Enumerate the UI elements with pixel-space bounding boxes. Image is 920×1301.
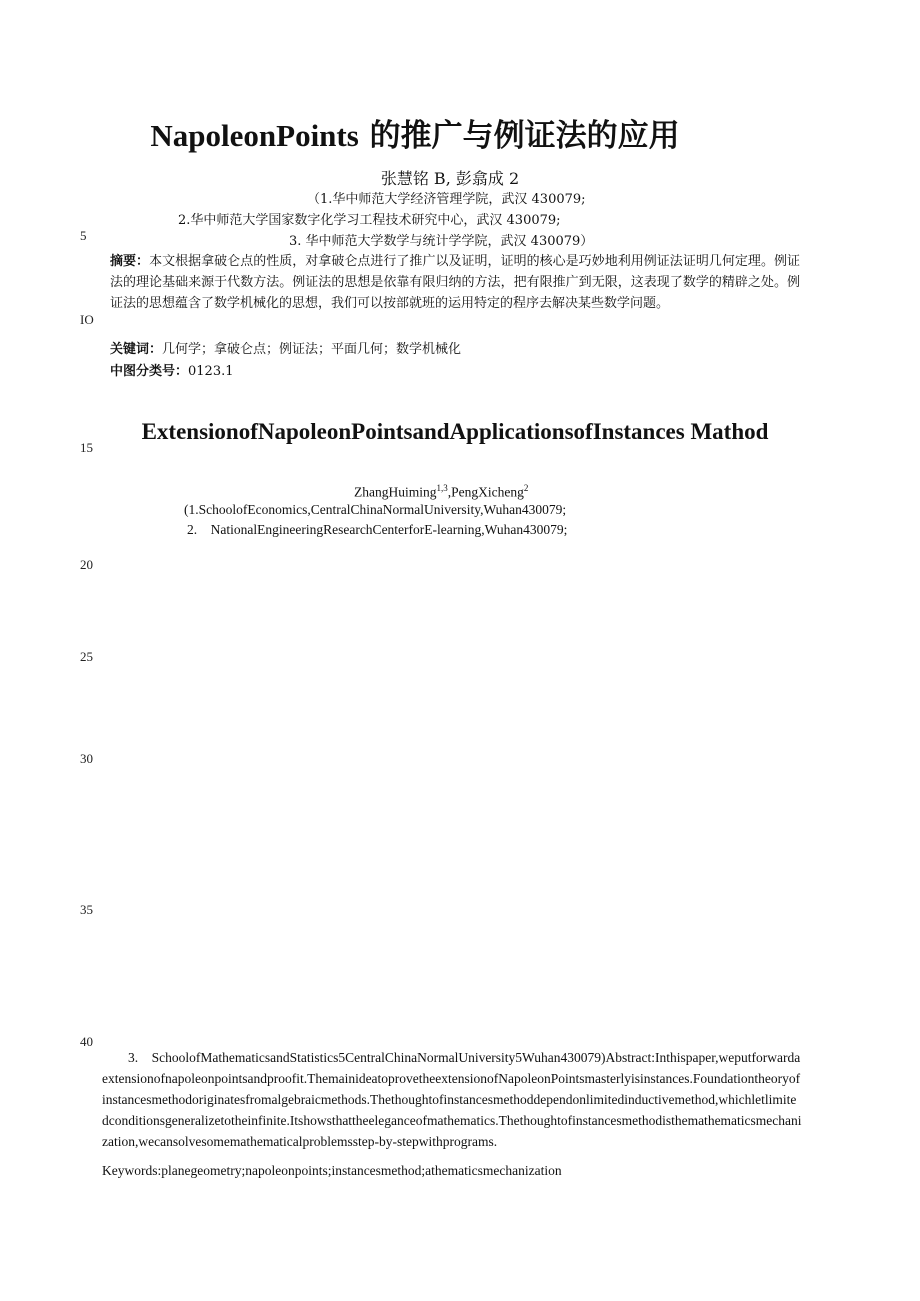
title-latin-part: NapoleonPoints	[150, 118, 359, 153]
clc-label: 中图分类号：	[110, 364, 189, 379]
line-number: 30	[80, 751, 93, 766]
author-en-2-sup: 2	[523, 483, 529, 493]
author-en-2: ,PengXicheng	[447, 484, 524, 500]
affiliation-cn-1: （1.华中师范大学经济管理学院，武汉 430079;	[307, 192, 586, 207]
line-number: 40	[80, 1034, 93, 1049]
affiliation-cn-3: 3. 华中师范大学数学与统计学学院，武汉 430079）	[289, 234, 594, 249]
keywords-cn	[110, 338, 461, 357]
abstract-cn-label: 摘要：	[110, 254, 150, 269]
author-en-1: ZhangHuiming	[354, 484, 437, 500]
abstract-en	[102, 1047, 802, 1152]
line-number: 15	[80, 440, 93, 455]
affiliation-cn-2: 2.华中师范大学国家数字化学习工程技术研究中心，武汉 430079;	[178, 213, 561, 228]
keywords-cn-text: 几何学；拿破仑点；例证法；平面几何；数学机械化	[162, 342, 462, 357]
abstract-cn	[110, 251, 800, 314]
line-number: 25	[80, 649, 93, 664]
author-en-1-sup: 1,3	[436, 483, 448, 493]
abstract-cn-text: 本文根据拿破仑点的性质，对拿破仑点进行了推广以及证明，证明的核心是巧妙地利用例证法证明几何定理。例证法的理论基础来源于代数方法。例证法的思想是依靠有限归纳的方法，把有限推广到无限，这表现了数学的精辟之处。例证法的思想蕴含了数学机械化的思想，我们可以按部就班的运用特定的程序去解决某些数学问题。	[110, 254, 800, 311]
abstract-en-text: SchoolofMathematicsandStatistics5CentralChinaNormalUniversity5Wuhan430079)Abstract:Inthispaper,weputforwardaextensionofnapoleonpointsandproofit.ThemainideatoprovetheextensionofNapoleonPointsmasterlyisinstances.Foundationtheoryofinstancesmethodoriginatesfromalgebraicmethods.Thethoughtofinstancesmethoddependonlimitedinductivemethod,whichletlimitedconditionsgeneralizetotheinfinite.Itshowsthattheeleganceofmathematics.Thethoughtofinstancesmethodisthemathematicsmechanization,wecansolvesomemathematicalproblemsstep-by-stepwithprograms.	[102, 1050, 802, 1149]
line-number: 35	[80, 902, 93, 917]
clc-number	[110, 360, 234, 379]
affiliation-en-2: 2. NationalEngineeringResearchCenterforE-learning,Wuhan430079;	[187, 522, 568, 537]
authors-en	[354, 483, 528, 501]
affiliation-en-1: (1.SchoolofEconomics,CentralChinaNormalUniversity,Wuhan430079;	[184, 502, 567, 517]
title-cn-part: 的推广与例证法的应用	[358, 118, 680, 154]
keywords-en: Keywords:planegeometry;napoleonpoints;instancesmethod;athematicsmechanization	[102, 1163, 562, 1178]
line-number: 20	[80, 557, 93, 572]
line-number: IO	[80, 312, 94, 327]
paper-title-en: ExtensionofNapoleonPointsandApplicationsofInstances Mathod	[141, 419, 769, 444]
abstract-en-prefix: 3.	[128, 1050, 139, 1065]
clc-text: 0123.1	[188, 364, 234, 379]
authors-cn: 张慧铭 B, 彭翕成 2	[380, 169, 520, 188]
keywords-cn-label: 关键词：	[110, 342, 163, 357]
line-number: 5	[80, 228, 87, 243]
paper-title-cn	[0, 116, 830, 156]
